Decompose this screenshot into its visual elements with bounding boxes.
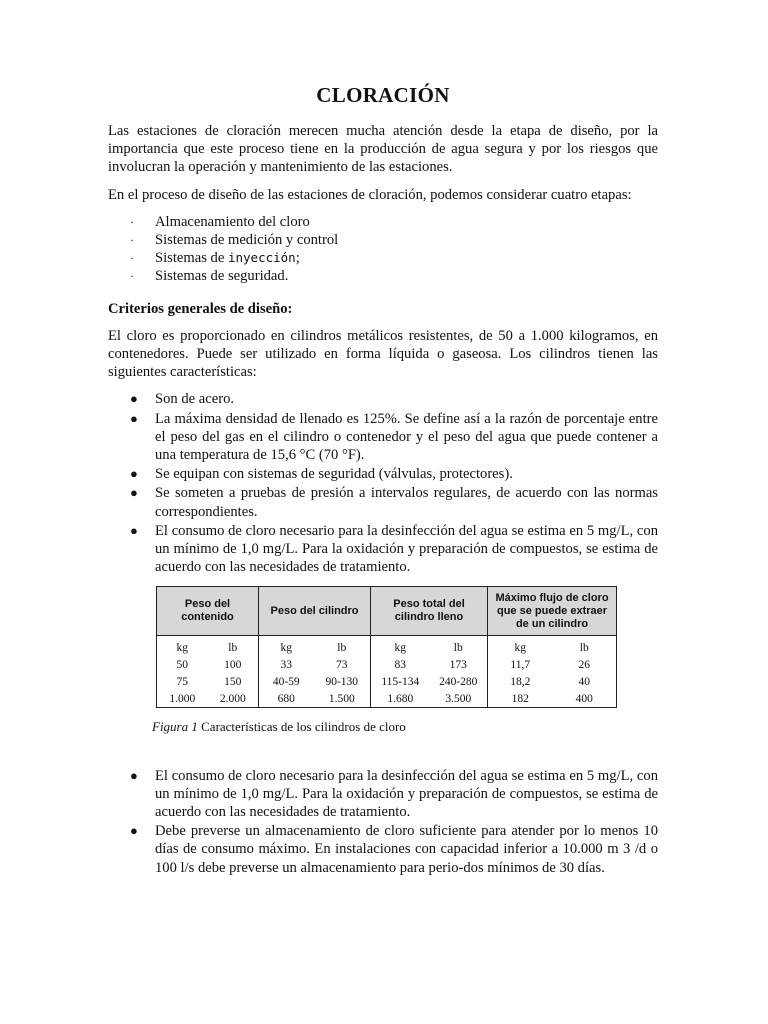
bullet-icon: ●	[130, 767, 138, 783]
stage-item	[108, 267, 658, 285]
stage-text: Sistemas de seguridad.	[155, 268, 289, 285]
characteristics-list	[108, 390, 658, 576]
table-cell: 115-134	[371, 673, 430, 690]
table-cell: 182	[488, 690, 553, 708]
table-row	[157, 690, 617, 708]
dot-bullet-icon: ·	[130, 269, 134, 284]
table-cell: 26	[553, 656, 617, 673]
unit-cell: lb	[314, 636, 371, 657]
table-cell: 400	[553, 690, 617, 708]
table-cell: 1.680	[371, 690, 430, 708]
characteristic-text: La máxima densidad de llenado es 125%. Se define así a la razón de porcentaje entre el peso del gas en el cilindro o contenedor y el peso del agua que puede contener a una temperatura de 15,6 °C (70 °F).	[155, 410, 658, 464]
stage-item	[108, 231, 658, 249]
characteristic-item	[108, 390, 658, 408]
table-cell: 173	[430, 656, 488, 673]
table-cell: 83	[371, 656, 430, 673]
cylinder-characteristics-table	[156, 586, 617, 708]
table-cell: 40	[553, 673, 617, 690]
characteristic-text: Se someten a pruebas de presión a intervalos regulares, de acuerdo con las normas correspondientes.	[155, 485, 658, 520]
characteristic-text: El consumo de cloro necesario para la desinfección del agua se estima en 5 mg/L, con un mínimo de 1,0 mg/L. Para la oxidación y preparación de compuestos, se estima de acuerdo con las necesidades de tratamiento.	[155, 522, 658, 576]
dot-bullet-icon: ·	[130, 214, 134, 229]
figure-label: Figura 1	[152, 719, 198, 735]
requirement-item	[108, 822, 658, 877]
bullet-icon: ●	[130, 485, 138, 501]
table-row	[157, 673, 617, 690]
table-unit-row	[157, 636, 617, 657]
table-cell: 150	[208, 673, 259, 690]
table-cell: 11,7	[488, 656, 553, 673]
requirements-list	[108, 767, 658, 877]
stage-text-mono: inyección	[227, 250, 296, 266]
table-cell: 50	[157, 656, 208, 673]
bullet-icon: ●	[130, 391, 138, 407]
table-row	[157, 656, 617, 673]
stage-text: Almacenamiento del cloro	[155, 213, 310, 230]
unit-cell: lb	[208, 636, 259, 657]
unit-cell: kg	[488, 636, 553, 657]
header-cell: Máximo flujo de cloro que se puede extraer de un cilindro	[488, 587, 617, 636]
bullet-icon: ●	[130, 823, 138, 839]
unit-cell: lb	[553, 636, 617, 657]
stage-text: Sistemas de medición y control	[155, 232, 339, 249]
characteristic-text: Son de acero.	[155, 391, 235, 408]
unit-cell: kg	[157, 636, 208, 657]
table-header-row	[157, 587, 617, 636]
header-cell: Peso del cilindro	[259, 587, 371, 636]
stage-item	[108, 249, 658, 267]
spacer	[108, 737, 658, 763]
characteristic-item	[108, 410, 658, 465]
figure-caption	[152, 718, 658, 736]
intro-paragraph: Las estaciones de cloración merecen mucha atención desde la etapa de diseño, por la importancia que este proceso tiene en la producción de agua segura y por los riesgos que involucran la operación y mantenimiento de las estaciones.	[108, 123, 658, 176]
bullet-icon: ●	[130, 522, 138, 538]
bullet-icon: ●	[130, 466, 138, 482]
table-cell: 33	[259, 656, 314, 673]
header-cell: Peso del contenido	[157, 587, 259, 636]
table-cell: 18,2	[488, 673, 553, 690]
criteria-heading: Criterios generales de diseño:	[108, 300, 293, 317]
cylinder-table-container	[156, 586, 616, 708]
characteristic-item	[108, 465, 658, 483]
characteristic-text: Se equipan con sistemas de seguridad (válvulas, protectores).	[155, 466, 513, 483]
table-cell: 1.500	[314, 690, 371, 708]
stages-list	[108, 213, 658, 286]
table-cell: 100	[208, 656, 259, 673]
stage-item	[108, 213, 658, 231]
requirement-text: Debe preverse un almacenamiento de cloro suficiente para atender por lo menos 10 días de consumo máximo. En instalaciones con capacidad inferior a 10.000 m 3 /d o 100 l/s debe preverse un almacenamiento para perio-dos mínimos de 30 días.	[155, 823, 658, 876]
table-cell: 75	[157, 673, 208, 690]
table-cell: 90-130	[314, 673, 371, 690]
header-cell: Peso total del cilindro lleno	[371, 587, 488, 636]
table-cell: 73	[314, 656, 371, 673]
bullet-icon: ●	[130, 410, 138, 426]
table-cell: 1.000	[157, 690, 208, 708]
characteristic-item	[108, 522, 658, 577]
table-cell: 2.000	[208, 690, 259, 708]
stage-text-suffix: ;	[295, 250, 300, 267]
stage-text-prefix: Sistemas de	[155, 250, 228, 267]
criteria-intro-paragraph: El cloro es proporcionado en cilindros metálicos resistentes, de 50 a 1.000 kilogramos, en contenedores. Puede ser utilizado en forma líquida o gaseosa. Los cilindros tienen las siguientes características:	[108, 327, 658, 381]
stages-intro-paragraph: En el proceso de diseño de las estaciones de cloración, podemos considerar cuatro etapas:	[108, 186, 632, 203]
requirement-text: El consumo de cloro necesario para la desinfección del agua se estima en 5 mg/L, con un mínimo de 1,0 mg/L. Para la oxidación y preparación de compuestos, se estima de acuerdo con las necesidades de tratamiento.	[155, 767, 658, 821]
unit-cell: lb	[430, 636, 488, 657]
unit-cell: kg	[371, 636, 430, 657]
dot-bullet-icon: ·	[130, 251, 134, 266]
document-title: CLORACIÓN	[316, 83, 450, 107]
document-page	[108, 82, 658, 887]
characteristic-item	[108, 484, 658, 520]
dot-bullet-icon: ·	[130, 233, 134, 248]
requirement-item	[108, 767, 658, 822]
table-cell: 680	[259, 690, 314, 708]
table-cell: 3.500	[430, 690, 488, 708]
table-cell: 40-59	[259, 673, 314, 690]
figure-caption-text: Características de los cilindros de cloro	[197, 719, 406, 735]
unit-cell: kg	[259, 636, 314, 657]
table-cell: 240-280	[430, 673, 488, 690]
